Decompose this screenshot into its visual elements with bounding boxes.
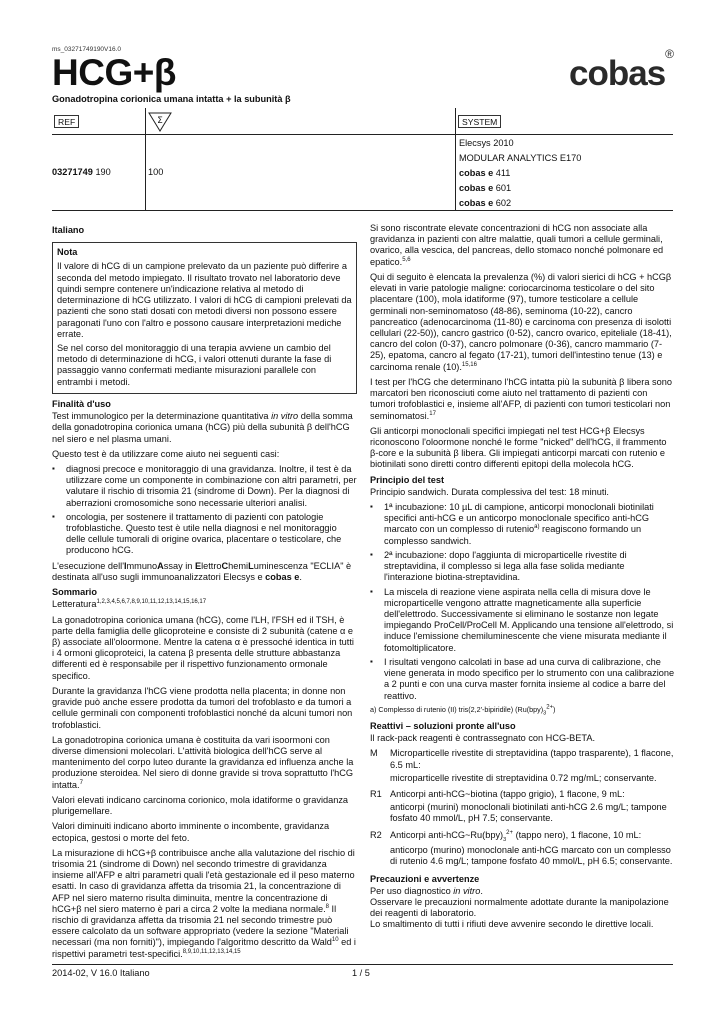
letteratura-line: Letteratura$^{1,2,3,4,5,6,7,8,9,10,11,12,13,14,15,16,17}$ bbox=[52, 599, 207, 610]
sommario-paragraph: La misurazione di hCG+β contribuisce anche alla valutazione del rischio di trisomia 21 (sindrome di Down) nel secondo trimestre di gravidanza insieme all'AFP e altri parametri quali l'età gestazionale ed il peso materno esatti. In caso di gravidanza affetta da trisomia 21, la concentrazione di AFP nel siero materno risulta diminuita, mentre la concentrazione di hCG+β nel siero materno è pari a circa 2 volte la mediana normale.$^8$ Il rischio di gravidanza affetta da trisomia 21 nel secondo trimestre può essere calcolato da un software appropriato (vedere la sezione "Materiali necessari (ma non forniti)"), impiegando l'algoritmo descritto da Wald$^{10}$ ed i rispettivi parametri test-specifici.$^{8,9,10,11,12,13,14,15}$ bbox=[52, 847, 356, 959]
table-header-rule bbox=[52, 134, 673, 135]
reagent-item: R2 Anticorpi anti-$hCG\sim Ru(bpy)_3^{2+}$ (tappo nero), 1 flacone, 10 mL: anticorpo (murino) monoclonale anti-hCG marcato con un complesso di rutenio 4.6 mg/L; tampone fosfato 40 mmol/L, pH 6.5; conservante. bbox=[370, 830, 675, 870]
system-item: cobas e 601 bbox=[459, 183, 512, 193]
system-item: cobas e 411 bbox=[459, 168, 511, 178]
finalita-paragraph: Questo test è da utilizzare come aiuto nei seguenti casi: bbox=[52, 448, 280, 459]
system-list bbox=[459, 136, 581, 211]
reagent-item: R1 Anticorpi anti-hCG~biotina (tappo grigio), 1 flacone, 9 mL: anticorpi (murini) monoclonali biotinilati anti-hCG 2.6 mg/L; tampone fosfato 40 mmol/L, pH 7.5; conservante. bbox=[370, 789, 675, 827]
sommario-heading: Sommario bbox=[52, 587, 97, 598]
principio-heading: Principio del test bbox=[370, 474, 445, 485]
reagent-code: M bbox=[370, 748, 378, 759]
page-subtitle: Gonadotropina corionica umana intatta + la subunità β bbox=[52, 94, 291, 104]
table-divider-1 bbox=[145, 108, 146, 211]
intro-paragraph: Gli anticorpi monoclonali specifici impiegati nel test HCG+β Elecsys riconoscono l'oloormone nonché le forme "nicked" dell'hCG, il frammento β-core e la subunità β libera. Gli impiegati anticorpi marcati con rutenio e biotinilati sono diretti contro differenti epitopi della molecola hCG. bbox=[370, 425, 667, 470]
document-id: ms_03271749190V16.0 bbox=[52, 46, 122, 53]
ref-label: REF bbox=[54, 115, 79, 128]
registered-mark: ® bbox=[665, 47, 673, 61]
footer-version: 2014-02, V 16.0 Italiano bbox=[52, 968, 150, 978]
intro-paragraph: I test per l'hCG che determinano l'hCG intatta più la subunità β libera sono marcatori ben riconosciuti come aiuto nel trattamento di pazienti con tumori trofoblastici e, insieme all'AFP, di pazienti con tumori testicolari non seminomatosi.$^{17}$ bbox=[370, 376, 672, 421]
sommario-paragraph: Durante la gravidanza l'hCG viene prodotta nella placenta; in donne non gravide può anche essere prodotta da tumori del trofoblasto e da tumori a cellule germinali con componenti trofoblastici nonché da alcuni tumori non trofoblastici. bbox=[52, 685, 353, 730]
page-number: 1 / 5 bbox=[352, 968, 370, 978]
note-paragraph: Se nel corso del monitoraggio di una terapia avviene un cambio del metodo di determinazione di hCG, i valori ottenuti durante la fase di passaggio vanno confermati mediante misurazioni parallele con entrambi i metodi. bbox=[57, 342, 332, 387]
list-item: ▪ 2ª incubazione: dopo l'aggiunta di microparticelle rivestite di streptavidina, il complesso si lega alla fase solida mediante l'interazione biotina-streptavidina. bbox=[370, 550, 675, 584]
ref-number-suffix: 190 bbox=[92, 167, 111, 177]
reattivi-heading: Reattivi – soluzioni pronte all'uso bbox=[370, 720, 516, 731]
list-item: ▪ diagnosi precoce e monitoraggio di una gravidanza. Inoltre, il test è da utilizzare come un componente in combinazione con altri parametri, per valutare il rischio di trisomia 21 (sindrome di Down). Per la diagnosi di aberrazioni cromosomiche sono necessarie ulteriori analisi. bbox=[52, 464, 357, 509]
principio-list bbox=[370, 502, 675, 702]
note-title: Nota bbox=[57, 247, 78, 258]
system-label: SYSTEM bbox=[458, 115, 501, 128]
list-item: ▪ I risultati vengono calcolati in base ad una curva di calibrazione, che viene generata in modo specifico per lo strumento con una calibrazione a 2 punti e con una curva master fornita insieme al codice a barre del reattivo. bbox=[370, 657, 675, 702]
reattivi-paragraph: Il rack-pack reagenti è contrassegnato con HCG-BETA. bbox=[370, 733, 596, 744]
language-heading: Italiano bbox=[52, 225, 85, 235]
precauzioni-heading: Precauzioni e avvertenze bbox=[370, 873, 480, 884]
principio-paragraph: Principio sandwich. Durata complessiva del test: 18 minuti. bbox=[370, 486, 609, 497]
finalita-heading: Finalità d'uso bbox=[52, 398, 111, 409]
precauzioni-paragraph: Per uso diagnostico in vitro. bbox=[370, 885, 483, 896]
system-item: Elecsys 2010 bbox=[459, 138, 514, 148]
finalita-list bbox=[52, 464, 357, 557]
sommario-paragraph: Valori diminuiti indicano aborto imminente o incombente, gravidanza ectopica, gestosi o morte del feto. bbox=[52, 821, 330, 843]
finalita-paragraph: Test immunologico per la determinazione quantitativa in vitro della somma della gonadotropina corionica umana (hCG) più della subunità β dell'hCG nel siero e nel plasma umani. bbox=[52, 411, 353, 444]
reagent-item: M Microparticelle rivestite di streptavidina (tappo trasparente), 1 flacone, 6.5 mL: microparticelle rivestite di streptavidina 0.72 mg/mL; conservante. bbox=[370, 748, 675, 786]
intro-paragraph: Qui di seguito è elencata la prevalenza (%) di valori sierici di hCG + hCGβ elevati in varie patologie maligne: coriocarcinoma testicolare o del sito placentare (100), mola idatiforme (97), tumore testicolare a cellule germinali non-seminomatoso (48-86), seminoma (10-22), cancro pancreatico (adenocarcinoma (11-80) e carcinoma con presenza di isolotti cellulari (22-50)), cancro gastrico (0-52), cancro ovarico, epiteliale (18-41), cancro del colon (0-37), cancro polmonare (0-36), cancro mammario (7-25), epatoma, cancro al fegato (17-21), tumori dell'intestino tenue (13) e carcinoma renale (10).$^{15,16}$ bbox=[370, 271, 672, 372]
footer-rule bbox=[52, 964, 673, 965]
eclia-paragraph: L'esecuzione dell'ImmunoAssay in ElettroChemiLuminescenza "ECLIA" è destinata all'uso sugli immunoanalizzatori Elecsys e cobas e. bbox=[52, 560, 352, 582]
right-column bbox=[370, 223, 675, 935]
intro-paragraph: Si sono riscontrate elevate concentrazioni di hCG non associate alla gravidanza in pazienti con altre malattie, quali tumori a cellule germinali, ovarico, alla vescica, del pancreas, dello stomaco nonché polmonare ed epatico.$^{5,6}$ bbox=[370, 223, 664, 267]
precauzioni-paragraph: Osservare le precauzioni normalmente adottate durante la manipolazione dei reagenti di laboratorio. bbox=[370, 897, 669, 919]
list-item: ▪ 1ª incubazione: 10 µL di campione, anticorpi monoclonali biotinilati specifici anti-hCG e un anticorpo monoclonale specifico anti-hCG marcato con un complesso di rutenio$^{a)}$ reagiscono formando un complesso sandwich. bbox=[370, 502, 675, 547]
sommario-paragraph: Valori elevati indicano carcinoma corionico, mola idatiforme o gravidanza plurigemellare. bbox=[52, 794, 349, 817]
reagent-code: R2 bbox=[370, 829, 382, 840]
page-title: HCG+β bbox=[52, 52, 176, 93]
sigma-symbol: Σ bbox=[157, 116, 163, 126]
sigma-tests-icon bbox=[148, 112, 172, 132]
sommario-paragraph: La gonadotropina corionica umana è costituita da vari isoormoni con diverse dimensioni molecolari. L'attività biologica dell'hCG serve al mantenimento del corpo luteo durante la gravidanza ed influenza anche la produzione steroidea. Nel siero di donne gravide si trova soprattutto l'hCG intatta.$^7$ bbox=[52, 734, 354, 790]
note-paragraph: Il valore di hCG di un campione prelevato da un paziente può differire a seconda del metodo impiegato. Il risultato trovato nel laboratorio deve quindi sempre contenere un'indicazione relativa al metodo di determinazione di hCG utilizzato. I valori di hCG di campioni prelevati da pazienti che sono stati dosati con metodi diversi non possono essere paragonati l'uno con l'altro e possono causare interpretazioni mediche errate. bbox=[57, 261, 352, 339]
system-item: MODULAR ANALYTICS E170 bbox=[459, 153, 582, 163]
system-item: cobas e 602 bbox=[459, 198, 512, 208]
footnote: a) Complesso di rutenio (II) tris(2,2'-bipiridile) $(Ru(bpy)_3^{2+})$ bbox=[370, 704, 556, 717]
list-item: ▪ oncologia, per sostenere il trattamento di pazienti con patologie trofoblastiche. Questo test è utile nella diagnosi e nel monitoraggio delle cellule tumorali di origine ovarica, placentare o testicolare, che producono hCG. bbox=[52, 512, 357, 557]
reagent-code: R1 bbox=[370, 788, 382, 799]
note-box bbox=[52, 242, 357, 394]
precauzioni-paragraph: Lo smaltimento di tutti i rifiuti deve avvenire secondo le direttive locali. bbox=[370, 919, 654, 930]
table-divider-2 bbox=[455, 108, 456, 211]
cobas-logo bbox=[569, 47, 673, 93]
logo-text: cobas bbox=[569, 54, 666, 93]
ref-number-bold: 03271749 bbox=[52, 167, 93, 177]
test-quantity: 100 bbox=[148, 167, 164, 177]
sommario-paragraph: La gonadotropina corionica umana (hCG), come l'LH, l'FSH ed il TSH, è parte della famiglia delle glicoproteine e consiste di 2 subunità (catene α e β) associate all'oloormone. Mentre la catena α è pressoché identica in tutti i 4 ormoni glicoproteici, la catena β presenta delle strutture abbastanza differenti ed è responsabile per il rispettivo funzionamento ormonale specifico. bbox=[52, 614, 354, 681]
ref-number bbox=[52, 165, 111, 180]
left-column bbox=[52, 223, 357, 964]
list-item: ▪ La miscela di reazione viene aspirata nella cella di misura dove le microparticelle vengono attratte magneticamente alla superficie dell'elettrodo. Successivamente si eliminano le sostanze non legate impiegando ProCell/ProCell M. Applicando una tensione all'elettrodo, si induce l'emissione chemiluminescente che viene misurata mediante il fotomoltiplicatore. bbox=[370, 587, 675, 654]
